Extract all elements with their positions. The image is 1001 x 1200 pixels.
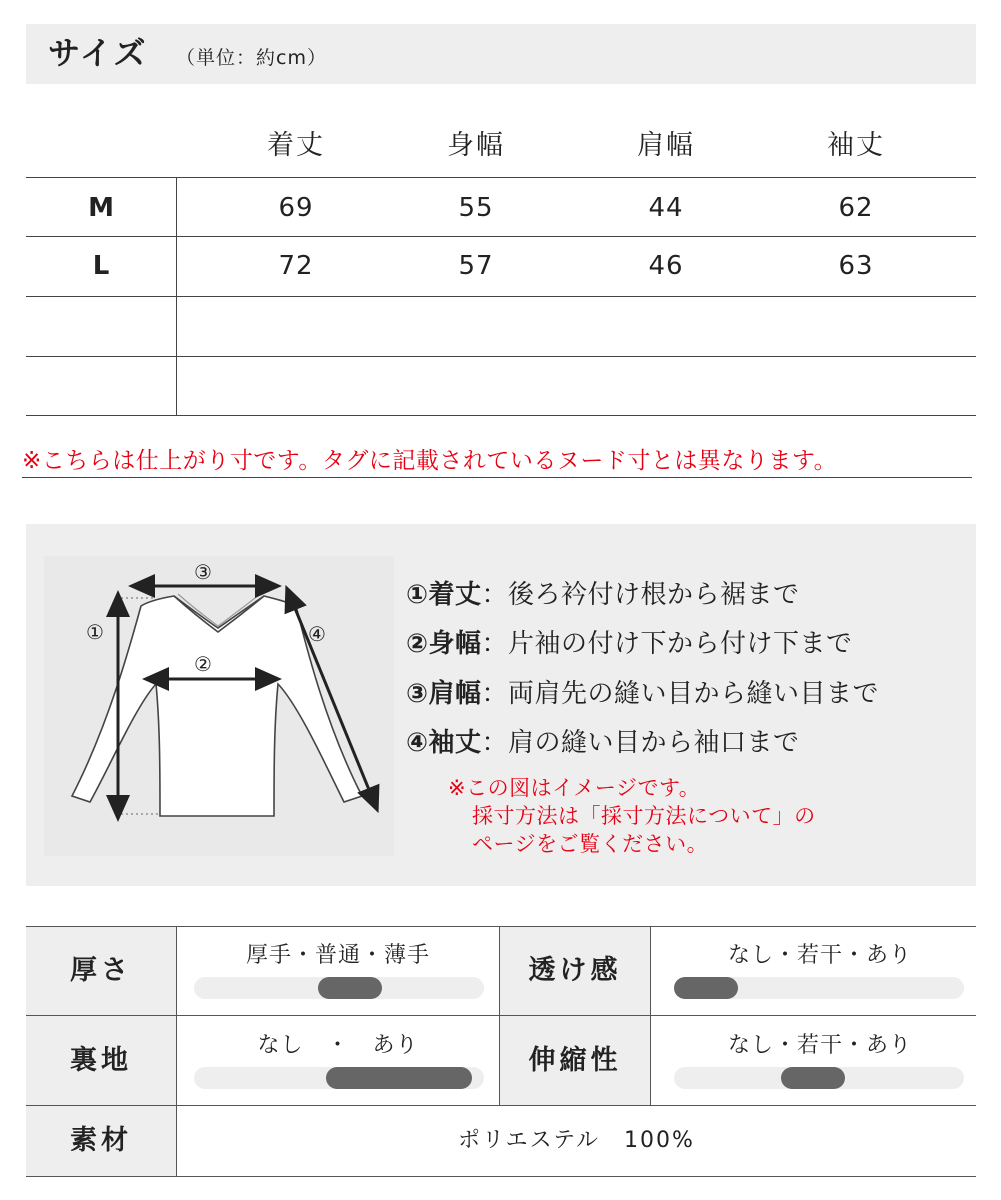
thickness-level-track bbox=[194, 977, 484, 999]
diagram-note-line: 採寸方法は「採寸方法について」の bbox=[472, 804, 816, 828]
description-width: ②身幅：片袖の付け下から付け下まで bbox=[406, 629, 853, 659]
lining-level-track bbox=[194, 1067, 484, 1089]
spec-label-thickness: 厚さ bbox=[26, 927, 176, 1015]
spec-label-lining: 裏地 bbox=[26, 1016, 176, 1105]
diagram-note-line: ページをご覧ください。 bbox=[472, 832, 709, 856]
thickness-level-fill bbox=[318, 977, 382, 999]
spec-label-material: 素材 bbox=[26, 1106, 176, 1176]
measurement-note: ※こちらは仕上がり寸です。タグに記載されているヌード寸とは異なります。 bbox=[22, 448, 838, 474]
lining-scale: なし ・ あり bbox=[257, 1033, 419, 1058]
thickness-scale: 厚手・普通・薄手 bbox=[245, 943, 430, 968]
table-column-divider bbox=[176, 177, 177, 415]
size-title: サイズ bbox=[48, 34, 148, 72]
stretch-level-track bbox=[674, 1067, 964, 1089]
table-divider bbox=[26, 356, 976, 357]
column-header-shoulder: 肩幅 bbox=[637, 130, 695, 161]
diagram-note-line: ※この図はイメージです。 bbox=[448, 776, 701, 800]
sheerness-level-fill bbox=[674, 977, 738, 999]
sheerness-level-track bbox=[674, 977, 964, 999]
material-value: ポリエステル 100% bbox=[458, 1128, 695, 1153]
stretch-scale: なし・若干・あり bbox=[727, 1033, 912, 1058]
table-cell: 69 bbox=[278, 193, 314, 223]
table-cell: 72 bbox=[278, 251, 314, 281]
table-cell: 62 bbox=[838, 193, 874, 223]
row-label-l: L bbox=[92, 251, 110, 281]
table-cell: 55 bbox=[458, 193, 494, 223]
table-divider bbox=[26, 415, 976, 416]
table-divider bbox=[26, 296, 976, 297]
sheerness-scale: なし・若干・あり bbox=[727, 943, 912, 968]
note-underline bbox=[22, 477, 972, 478]
table-cell: 46 bbox=[648, 251, 684, 281]
description-sleeve: ④袖丈：肩の縫い目から袖口まで bbox=[406, 728, 800, 758]
table-cell: 63 bbox=[838, 251, 874, 281]
description-shoulder: ③肩幅：両肩先の縫い目から縫い目まで bbox=[406, 679, 880, 709]
stretch-level-fill bbox=[781, 1067, 845, 1089]
column-header-length: 着丈 bbox=[267, 130, 325, 161]
marker-width: ② bbox=[194, 652, 212, 676]
marker-sleeve: ④ bbox=[308, 622, 326, 646]
row-label-m: M bbox=[88, 193, 114, 223]
marker-shoulder: ③ bbox=[194, 560, 212, 584]
table-divider bbox=[26, 177, 976, 178]
measurement-diagram-panel bbox=[26, 524, 976, 886]
spec-label-sheerness: 透け感 bbox=[500, 927, 650, 1015]
table-divider bbox=[26, 236, 976, 237]
sweater-illustration bbox=[44, 556, 394, 856]
lining-level-fill bbox=[326, 1067, 472, 1089]
column-header-width: 身幅 bbox=[447, 130, 505, 161]
description-length: ①着丈：後ろ衿付け根から裾まで bbox=[406, 580, 800, 610]
size-unit: （単位：約cm） bbox=[176, 47, 327, 69]
table-cell: 44 bbox=[648, 193, 684, 223]
spec-label-stretch: 伸縮性 bbox=[500, 1016, 650, 1105]
column-header-sleeve: 袖丈 bbox=[827, 130, 885, 161]
garment-illustration bbox=[44, 556, 394, 856]
size-header bbox=[26, 24, 976, 84]
table-cell: 57 bbox=[458, 251, 494, 281]
marker-length: ① bbox=[86, 620, 104, 644]
